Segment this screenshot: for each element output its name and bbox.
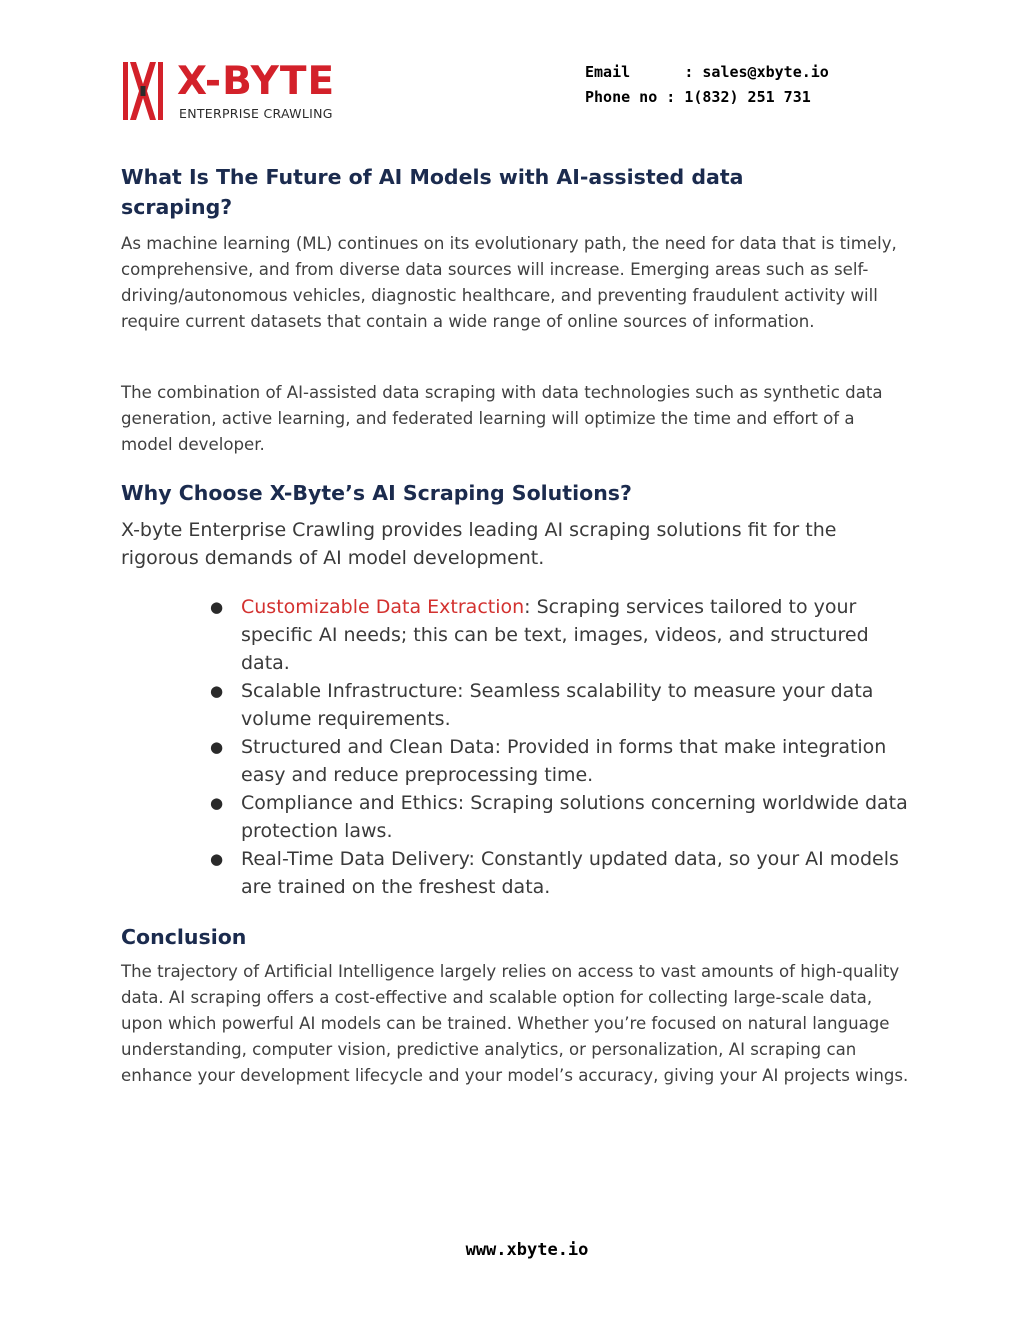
bullet-text: Structured and Clean Data: Provided in forms that make integration easy and reduce preprocessing time. [241,736,887,786]
email-row [585,60,829,85]
solutions-list [210,593,910,901]
section-title-why-choose: Why Choose X-Byte’s AI Scraping Solutions? [121,481,632,505]
list-item [210,677,910,733]
bullet-icon: ● [210,598,224,616]
list-item [210,593,910,677]
bullet-link-label[interactable]: Customizable Data Extraction [241,596,525,618]
bullet-icon: ● [210,794,224,812]
list-item [210,845,910,901]
contact-info [585,60,829,110]
section-title-conclusion: Conclusion [121,925,247,949]
bullet-icon: ● [210,850,224,868]
list-item [210,733,910,789]
section-title-future: What Is The Future of AI Models with AI-assisted data scraping? [121,165,744,219]
paragraph-ml-path: As machine learning (ML) continues on its evolutionary path, the need for data that is timely, comprehensive, and from diverse data sources will increase. Emerging areas such as self-driving/autonomous vehicles, diagnostic healthcare, and preventing fraudulent activity will require current datasets that contain a wide range of online sources of information. [121,234,897,331]
logo-tagline: ENTERPRISE CRAWLING [179,106,333,121]
bullet-icon: ● [210,738,224,756]
paragraph-intro: X-byte Enterprise Crawling provides leading AI scraping solutions fit for the rigorous demands of AI model development. [121,519,837,569]
paragraph-conclusion: The trajectory of Artificial Intelligence largely relies on access to vast amounts of high-quality data. AI scraping offers a cost-effective and scalable option for collecting large-scale data, upon which powerful AI models can be trained. Whether you’re focused on natural language understanding, computer vision, predictive analytics, or personalization, AI scraping can enhance your development lifecycle and your model’s accuracy, giving your AI projects wings. [121,962,909,1085]
bullet-text: Compliance and Ethics: Scraping solutions concerning worldwide data protection laws. [241,792,908,842]
paragraph-combination: The combination of AI-assisted data scraping with data technologies such as synthetic data generation, active learning, and federated learning will optimize the time and effort of a model developer. [121,383,883,454]
phone-label: Phone no : [585,88,685,106]
company-logo [121,58,361,126]
email-value[interactable]: sales@xbyte.io [702,63,829,81]
bullet-text: Scalable Infrastructure: Seamless scalability to measure your data volume requirements. [241,680,874,730]
bullet-icon: ● [210,682,224,700]
phone-row [585,85,829,110]
logo-wordmark: X-BYTE [177,59,336,104]
list-item [210,789,910,845]
bullet-text: Real-Time Data Delivery: Constantly updated data, so your AI models are trained on the freshest data. [241,848,899,898]
email-label: Email : [585,63,703,81]
xbyte-logo-icon [121,60,165,122]
bullet-text: : Scraping services tailored to your specific AI needs; this can be text, images, videos, and structured data. [241,596,869,674]
phone-value[interactable]: 1(832) 251 731 [684,88,811,106]
footer-website-link[interactable]: www.xbyte.io [465,1240,589,1260]
